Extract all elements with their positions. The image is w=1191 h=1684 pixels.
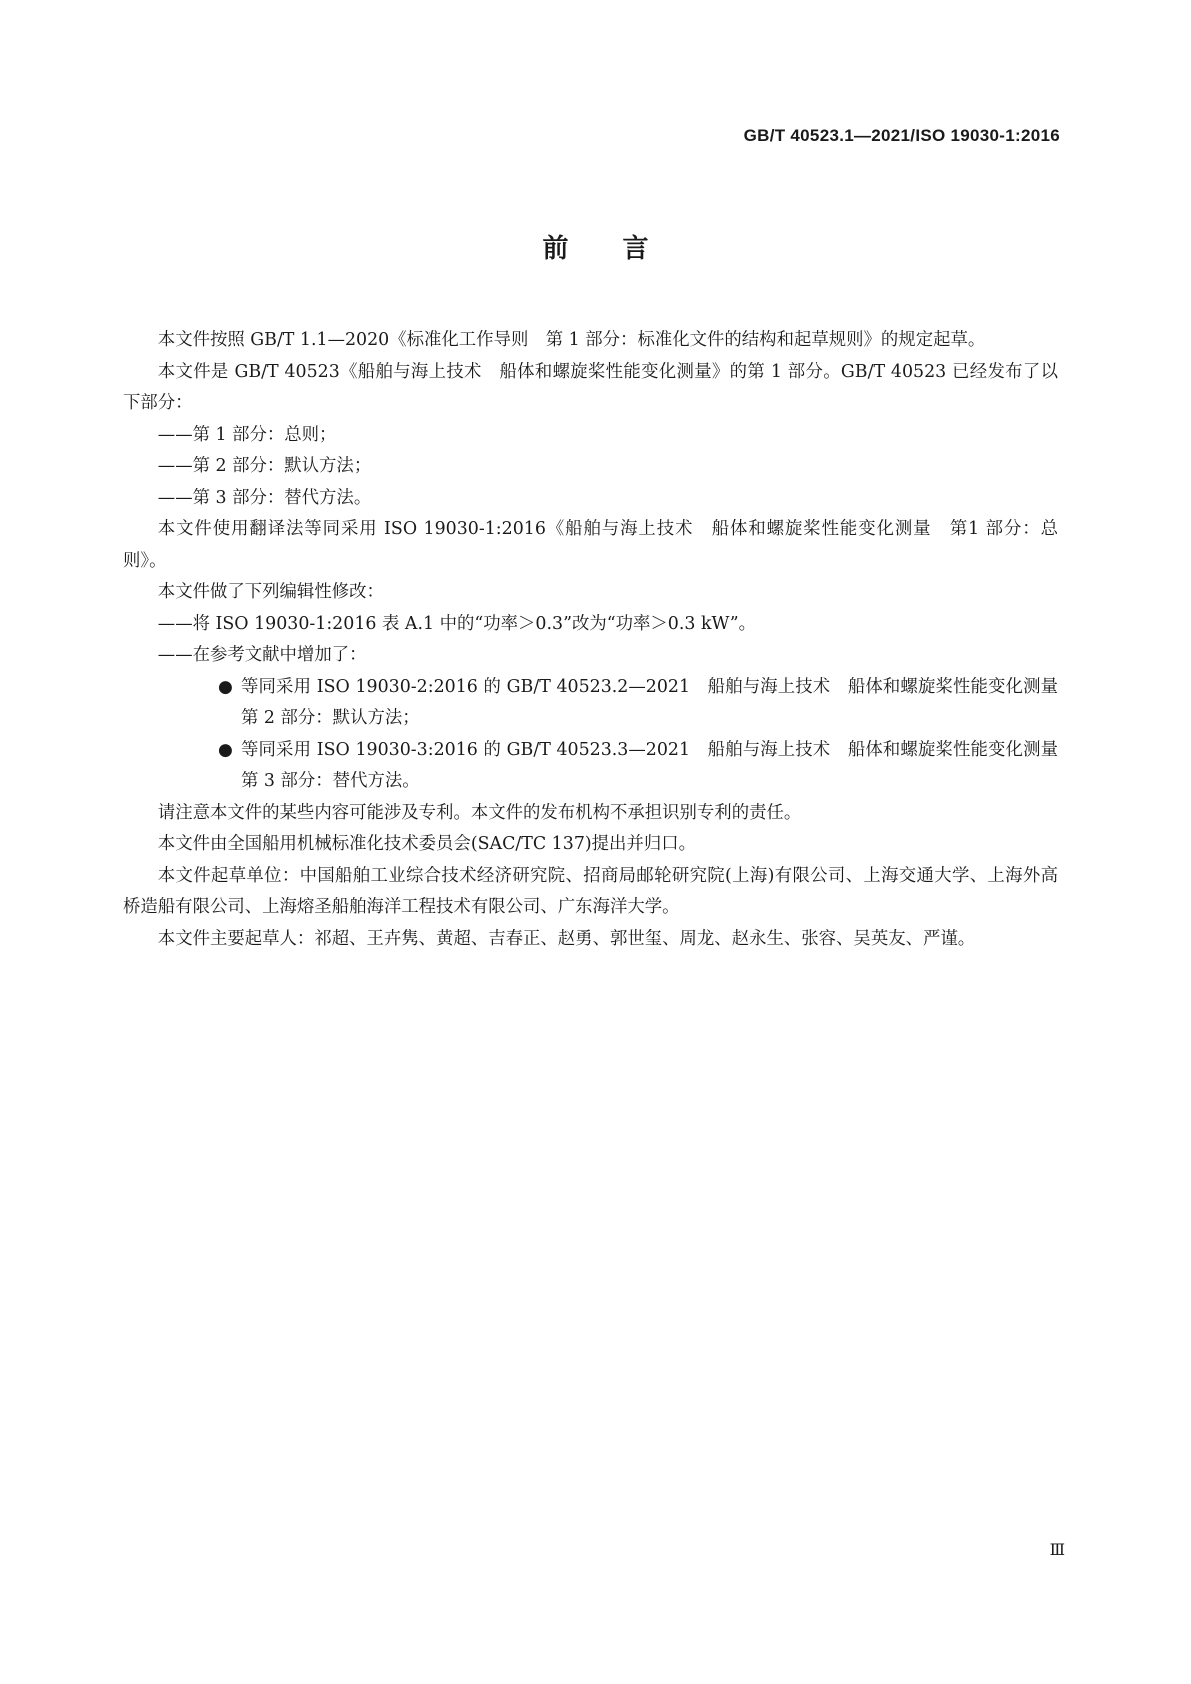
list-item-part-3: ——第 3 部分：替代方法。: [157, 487, 372, 508]
bullet-text: 等同采用 ISO 19030-2:2016 的 GB/T 40523.2—2021 船舶与海上技术 船体和螺旋桨性能变化测量 第 2 部分：默认方法；: [241, 676, 1076, 728]
bullet-icon: ●: [218, 739, 233, 760]
bullet-text: 等同采用 ISO 19030-3:2016 的 GB/T 40523.3—2021 船舶与海上技术 船体和螺旋桨性能变化测量 第 3 部分：替代方法。: [241, 739, 1076, 791]
page-title: 前言: [542, 234, 703, 264]
bullet-item-reference-1: [123, 672, 1076, 735]
page-number: Ⅲ: [1049, 1540, 1065, 1559]
foreword-body: [123, 325, 1076, 955]
paragraph-committee: 本文件由全国船用机械标准化技术委员会(SAC/TC 137)提出并归口。: [157, 834, 697, 854]
document-code: GB/T 40523.1—2021/ISO 19030-1:2016: [743, 126, 1060, 145]
list-item-part-2: ——第 2 部分：默认方法；: [157, 456, 372, 476]
paragraph-drafting-units: 本文件起草单位：中国船舶工业综合技术经济研究院、招商局邮轮研究院(上海)有限公司、上海交通大学、上海外高桥造船有限公司、上海熔圣船舶海洋工程技术有限公司、广东海洋大学。: [123, 865, 1058, 917]
paragraph-drafters: 本文件主要起草人：祁超、王卉隽、黄超、吉春正、赵勇、郭世玺、周龙、赵永生、张容、吴英友、严谨。: [157, 928, 976, 949]
paragraph-drafting-rules: 本文件按照 GB/T 1.1—2020《标准化工作导则 第 1 部分：标准化文件的结构和起草规则》的规定起草。: [157, 330, 986, 350]
list-item-part-1: ——第 1 部分：总则；: [157, 424, 337, 445]
list-item-edit-2: ——在参考文献中增加了：: [157, 645, 367, 665]
bullet-icon: ●: [218, 676, 233, 697]
paragraph-adoption: 本文件使用翻译法等同采用 ISO 19030-1:2016《船舶与海上技术 船体和螺旋桨性能变化测量 第1 部分：总则》。: [123, 519, 1058, 571]
bullet-item-reference-2: [123, 735, 1076, 798]
paragraph-patent-notice: 请注意本文件的某些内容可能涉及专利。本文件的发布机构不承担识别专利的责任。: [157, 802, 802, 823]
paragraph-series-parts: 本文件是 GB/T 40523《船舶与海上技术 船体和螺旋桨性能变化测量》的第 1 部分。GB/T 40523 已经发布了以下部分：: [123, 361, 1058, 413]
list-item-edit-1: ——将 ISO 19030-1:2016 表 A.1 中的“功率＞0.3”改为“功率＞0.3 kW”。: [157, 613, 757, 634]
paragraph-edits-intro: 本文件做了下列编辑性修改：: [157, 582, 384, 602]
